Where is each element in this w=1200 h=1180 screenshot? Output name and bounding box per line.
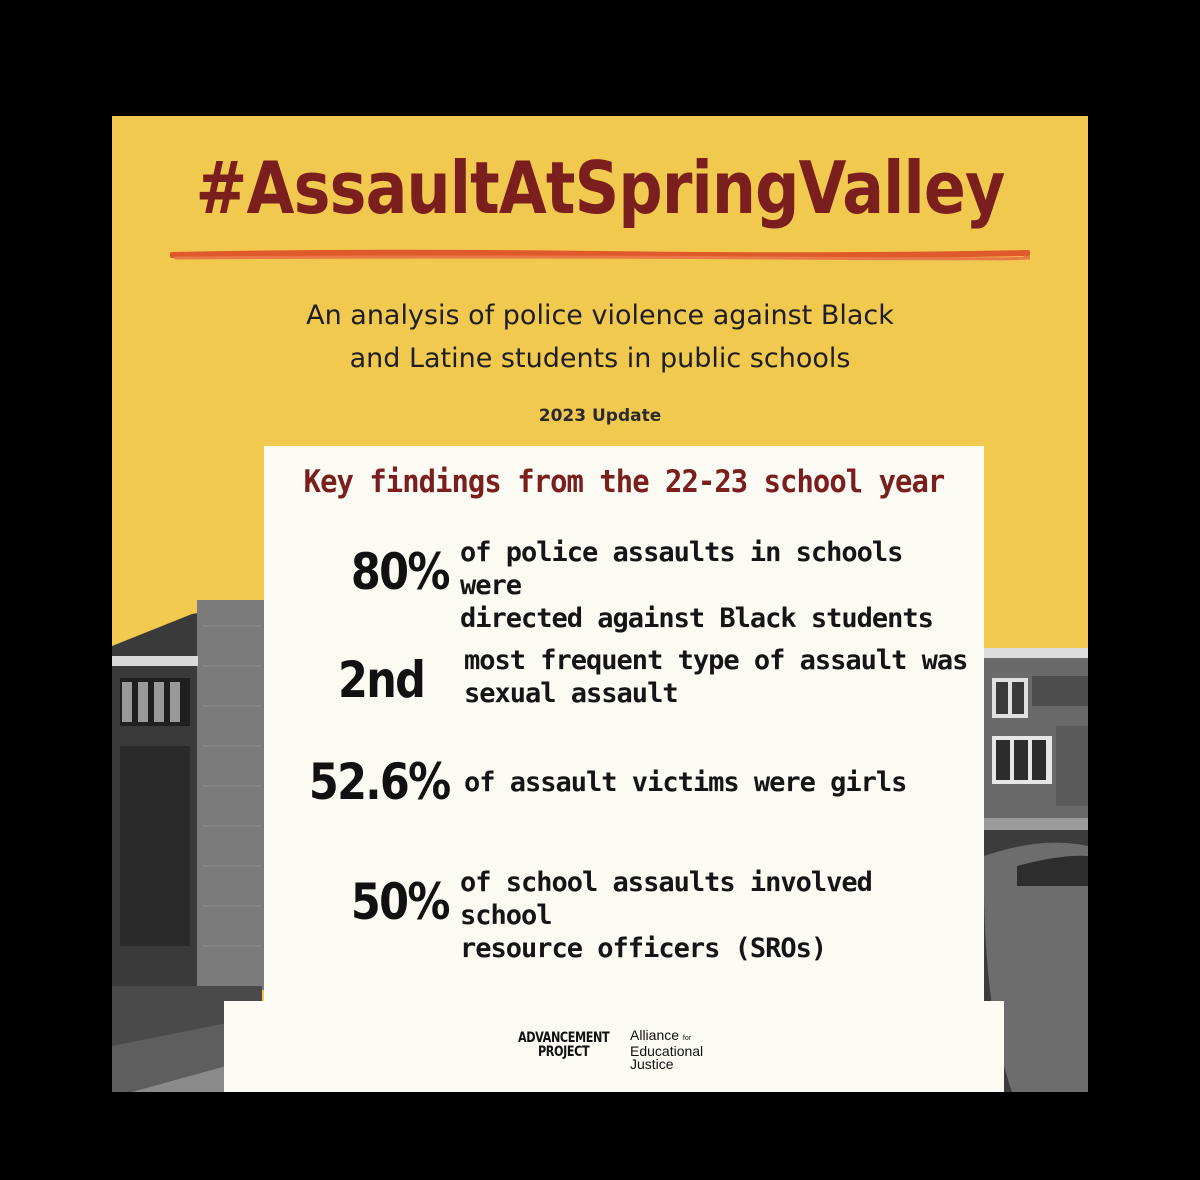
finding-item [264, 536, 984, 634]
finding-stat: 52.6% [308, 753, 449, 811]
hashtag-headline: #AssaultAtSpringValley [195, 146, 1005, 230]
finding-line: directed against Black students [460, 603, 933, 634]
headline-underline [170, 248, 1030, 262]
finding-item [264, 746, 984, 826]
finding-description [460, 866, 970, 965]
finding-item [264, 644, 984, 724]
finding-description [464, 644, 974, 710]
report-subtitle [112, 294, 1088, 380]
logo-footer [224, 1001, 1004, 1092]
finding-stat: 2nd [337, 651, 424, 709]
advancement-project-logo [518, 1031, 609, 1059]
logo-text: ADVANCEMENT [518, 1030, 610, 1046]
key-findings-title: Key findings from the 22-23 school year [303, 464, 945, 500]
key-findings-card [264, 446, 984, 1001]
finding-line: resource officers (SROs) [460, 933, 827, 964]
logo-text: Justice [630, 1056, 674, 1072]
update-label: 2023 Update [538, 406, 662, 426]
subtitle-line-2: and Latine students in public schools [349, 343, 851, 375]
subtitle-line-1: An analysis of police violence against Black [306, 300, 894, 331]
logo-text: Alliance [630, 1027, 680, 1043]
finding-description [464, 766, 974, 799]
alliance-educational-justice-logo [630, 1029, 703, 1071]
finding-line: of police assaults in schools were [460, 537, 903, 601]
finding-line: sexual assault [464, 678, 678, 709]
finding-line: of assault victims were girls [464, 767, 907, 798]
finding-line: of school assaults involved school [460, 867, 872, 931]
finding-description [460, 536, 970, 635]
logo-text: Educational [630, 1043, 704, 1059]
finding-stat: 50% [351, 873, 449, 931]
finding-stat: 80% [351, 543, 449, 601]
finding-line: most frequent type of assault was [464, 645, 968, 676]
graphic-frame [112, 116, 1088, 1092]
finding-item [264, 866, 984, 964]
logo-text: PROJECT [537, 1044, 590, 1060]
partner-logos [224, 1021, 1004, 1071]
logo-text: for [682, 1035, 692, 1042]
